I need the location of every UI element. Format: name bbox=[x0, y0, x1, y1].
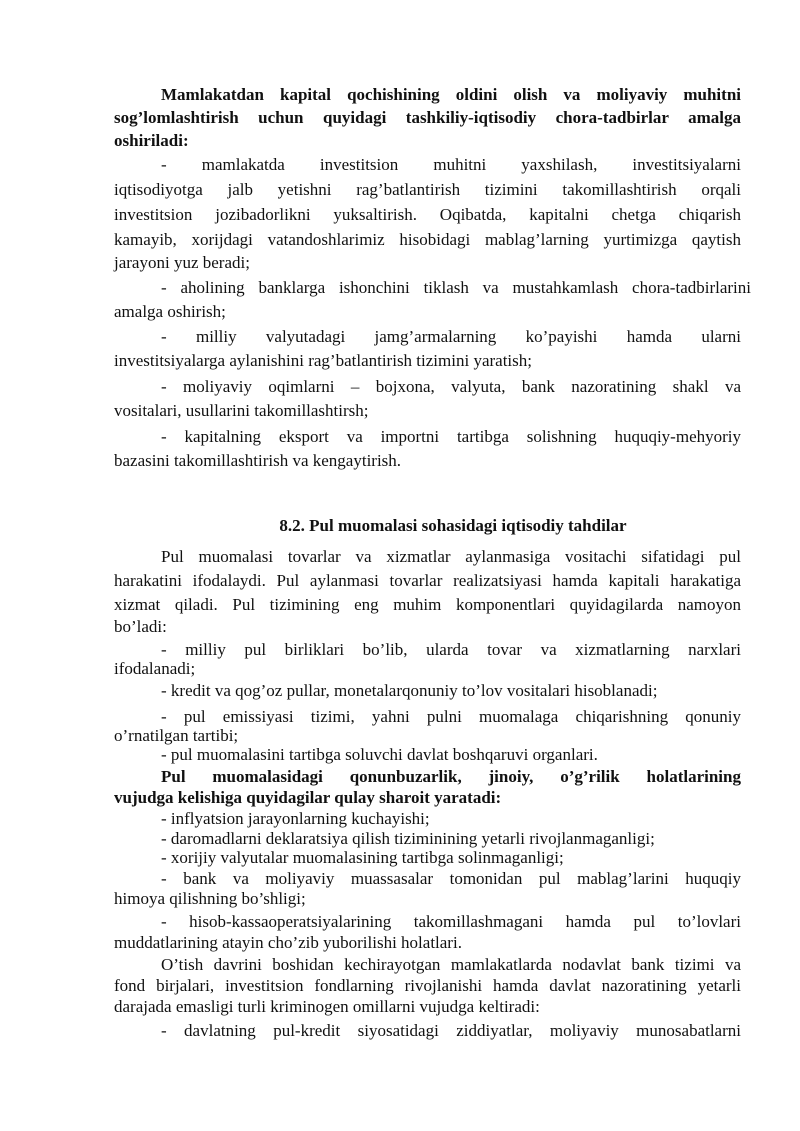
condition-3: - xorijiy valyutalar muomalasining tartibga solinmaganligi; bbox=[161, 848, 564, 867]
list-item-1-line-3: investitsion jozibadorlikni yuksaltirish. Oqibatda, kapitalni chetga chiqarish bbox=[114, 205, 741, 224]
condition-2: - daromadlarni deklaratsiya qilish tiziminining yetarli rivojlanmaganligi; bbox=[161, 829, 655, 848]
transition-line-2: fond birjalari, investitsion fondlarning rivojlanishi hamda davlat nazoratining yetarli bbox=[114, 976, 741, 995]
condition-1: - inflyatsion jarayonlarning kuchayishi; bbox=[161, 809, 430, 828]
list-item-1-line-4: kamayib, xorijdagi vatandoshlarimiz hisobidagi mablag’larning yurtimizga qaytish bbox=[114, 230, 741, 249]
list-item-3-line-1: - milliy valyutadagi jamg’armalarning ko’payishi hamda ularni bbox=[161, 327, 741, 346]
condition-5-line-2: muddatlarining atayin cho’zib yuborilishi holatlari. bbox=[114, 933, 462, 952]
section1-heading-line-3: oshiriladi: bbox=[114, 131, 189, 150]
list-item-5-line-2: bazasini takomillashtirish va kengaytirish. bbox=[114, 451, 402, 470]
conditions-heading-line-2: vujudga kelishiga quyidagilar qulay sharoit yaratadi: bbox=[114, 788, 502, 807]
component-1-line-1: - milliy pul birliklari bo’lib, ularda tovar va xizmatlarning narxlari bbox=[161, 640, 741, 659]
section2-title: 8.2. Pul muomalasi sohasidagi iqtisodiy tahdilar bbox=[279, 516, 627, 535]
intro-line-4: bo’ladi: bbox=[114, 617, 167, 636]
list-item-3-line-2: investitsiyalarga aylanishini rag’batlantirish tizimini yaratish; bbox=[114, 351, 532, 370]
list-item-2-line-2: amalga oshirish; bbox=[114, 302, 226, 321]
last-list-item: - davlatning pul-kredit siyosatidagi ziddiyatlar, moliyaviy munosabatlarni bbox=[161, 1021, 741, 1040]
section1-heading-line-1: Mamlakatdan kapital qochishining oldini olish va moliyaviy muhitni bbox=[161, 85, 741, 104]
component-1-line-2: ifodalanadi; bbox=[114, 659, 196, 678]
intro-line-3: xizmat qiladi. Pul tizimining eng muhim komponentlari quyidagilarda namoyon bbox=[114, 595, 741, 614]
condition-4-line-1: - bank va moliyaviy muassasalar tomonidan pul mablag’larini huquqiy bbox=[161, 869, 741, 888]
component-3-line-2: o’rnatilgan tartibi; bbox=[114, 726, 239, 745]
component-2: - kredit va qog’oz pullar, monetalarqonuniy to’lov vositalari hisoblanadi; bbox=[161, 681, 658, 700]
transition-line-1: O’tish davrini boshidan kechirayotgan mamlakatlarda nodavlat bank tizimi va bbox=[161, 955, 741, 974]
intro-line-2: harakatini ifodalaydi. Pul aylanmasi tovarlar realizatsiyasi hamda kapitali harakatiga bbox=[114, 571, 741, 590]
list-item-1-line-2: iqtisodiyotga jalb yetishni rag’batlantirish tizimini takomillashtirish orqali bbox=[114, 180, 741, 199]
component-4: - pul muomalasini tartibga soluvchi davlat boshqaruvi organlari. bbox=[161, 745, 598, 764]
list-item-2-line-1: - aholining banklarga ishonchini tiklash va mustahkamlash chora-tadbirlarini bbox=[161, 278, 751, 297]
list-item-4-line-1: - moliyaviy oqimlarni – bojxona, valyuta, bank nazoratining shakl va bbox=[161, 377, 741, 396]
conditions-heading-line-1: Pul muomalasidagi qonunbuzarlik, jinoiy, o’g’rilik holatlarining bbox=[161, 767, 741, 786]
list-item-5-line-1: - kapitalning eksport va importni tartibga solishning huquqiy-mehyoriy bbox=[161, 427, 741, 446]
section1-heading-line-2: sog’lomlashtirish uchun quyidagi tashkiliy-iqtisodiy chora-tadbirlar amalga bbox=[114, 108, 741, 127]
transition-line-3: darajada emasligi turli kriminogen omillarni vujudga keltiradi: bbox=[114, 997, 540, 1016]
list-item-1-line-5: jarayoni yuz beradi; bbox=[114, 253, 250, 272]
list-item-1-line-1: - mamlakatda investitsion muhitni yaxshilash, investitsiyalarni bbox=[161, 155, 741, 174]
condition-4-line-2: himoya qilishning bo’shligi; bbox=[114, 889, 306, 908]
list-item-4-line-2: vositalari, usullarini takomillashtirsh; bbox=[114, 401, 369, 420]
intro-line-1: Pul muomalasi tovarlar va xizmatlar aylanmasiga vositachi sifatidagi pul bbox=[161, 547, 741, 566]
condition-5-line-1: - hisob-kassaoperatsiyalarining takomillashmagani hamda pul to’lovlari bbox=[161, 912, 741, 931]
component-3-line-1: - pul emissiyasi tizimi, yahni pulni muomalaga chiqarishning qonuniy bbox=[161, 707, 741, 726]
